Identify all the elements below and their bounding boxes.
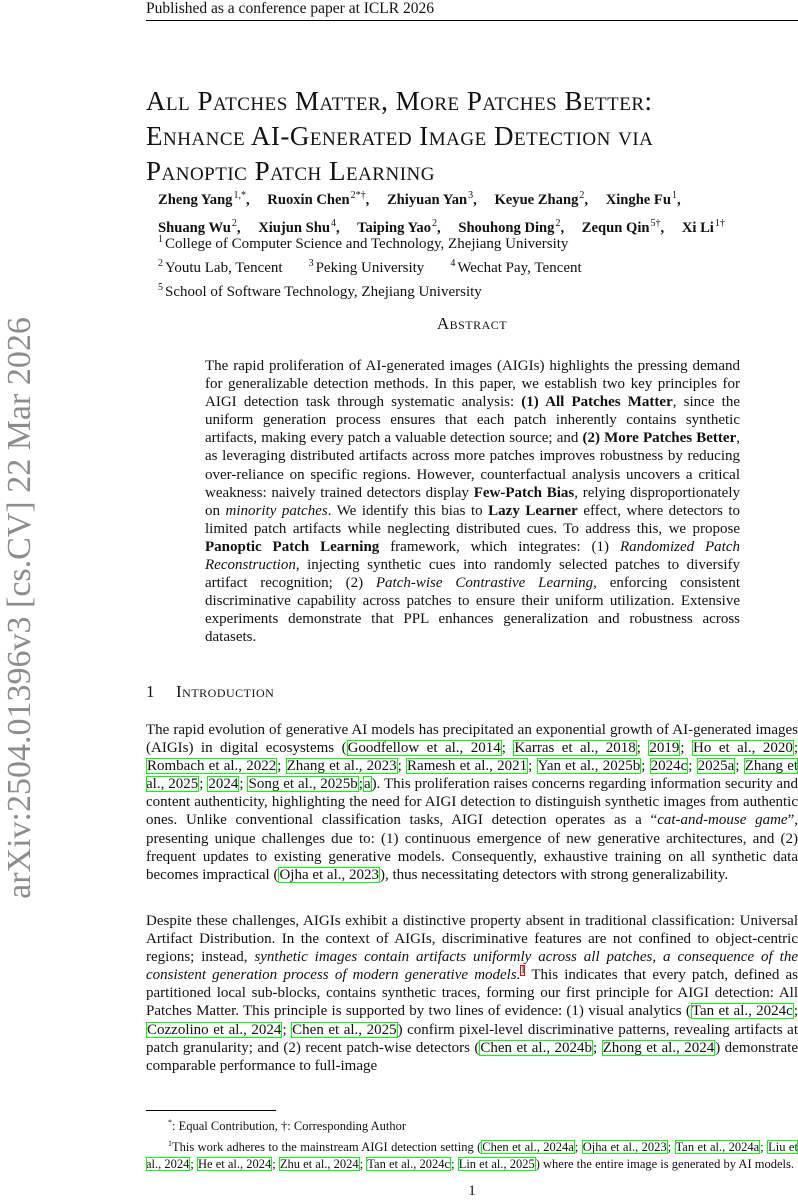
citation-link[interactable]: Chen et al., 2025 bbox=[292, 1021, 397, 1038]
author: Xi $Li^{1\dagger}$ bbox=[681, 217, 725, 236]
author: Taiping Yao$^2$, bbox=[357, 217, 441, 236]
title-line-2: Enhance AI-Generated Image Detection via bbox=[146, 121, 654, 151]
citation-link[interactable]: Chen et al., 2024a bbox=[482, 1140, 574, 1155]
affiliation-2-3-4: $^2$ Youtu Lab, Tencent $^3$ Peking University $^4$ Wechat Pay, Tencent bbox=[158, 258, 582, 276]
author-row-1 bbox=[158, 184, 798, 212]
intro-paragraph-2: Despite these challenges, AIGIs exhibit a distinctive property absent in traditional classification: Universal Artifact Distribution. In the context of AIGIs, discriminative features are not confined to object-centric regions; instead, synthetic images contain artifacts uniformly across all patches, a consequence of the consistent generation process of modern generative models.$^1$ This indicates that every patch, defined as partitioned local sub-blocks, contains synthetic traces, forming our first principle for AIGI detection: All Patches Matter. This principle is supported by two lines of evidence: (1) visual analytics (Tan et al., 2024c; Cozzolino et al., 2024; Chen et al., 2025) confirm pixel-level discriminative patterns, revealing artifacts at patch granularity; and (2) recent patch-wise detectors (Chen et al., 2024b; Zhong et al., 2024) demonstrate comparable performance to full-image bbox=[146, 913, 798, 1074]
citation-link[interactable]: Liu et al., 2024 bbox=[146, 1140, 798, 1172]
citation-link[interactable]: Tan et al., 2024a bbox=[675, 1140, 760, 1155]
author: Keyue Zhang$^2$, bbox=[494, 190, 589, 208]
citation-link[interactable]: Tan et al., 2024c bbox=[367, 1157, 451, 1172]
citation-link[interactable]: Zhang et al., 2023 bbox=[286, 758, 397, 775]
title-line-1: All Patches Matter, More Patches Better: bbox=[146, 86, 653, 116]
title-line-3: Panoptic Patch Learning bbox=[146, 156, 435, 186]
citation-link[interactable]: Chen et al., 2024b bbox=[480, 1039, 593, 1056]
author: Zequn Qin$^{5\dagger}$, bbox=[581, 217, 665, 236]
abstract-heading: Abstract bbox=[436, 314, 508, 333]
footnote-ref[interactable]: 1 bbox=[520, 965, 526, 977]
citation-link[interactable]: 2024 bbox=[208, 776, 239, 793]
citation-link[interactable]: Ho et al., 2020 bbox=[693, 740, 793, 757]
citation-link[interactable]: Rombach et al., 2022 bbox=[147, 758, 277, 775]
footnote-1: $^1$This work adheres to the mainstream AIGI detection setting (Chen et al., 2024a; Ojha et al., 2023; Tan et al., 2024a; Liu et al., 2024; He et al., 2024; Zhu et al., 2024; Tan et al., 2024c; Lin et al., 2025) where the entire image is generated by AI models. bbox=[146, 1139, 798, 1172]
paper-title bbox=[146, 84, 796, 189]
citation-link[interactable]: Song et al., 2025b bbox=[248, 776, 358, 793]
citation-link[interactable]: 2024c bbox=[650, 758, 688, 775]
citation-link[interactable]: Zhang et al., 2025 bbox=[146, 758, 798, 793]
running-header: Published as a conference paper at ICLR 2026 bbox=[146, 0, 798, 21]
citation-link[interactable]: Ojha et al., 2023 bbox=[279, 866, 379, 883]
intro-paragraph-1: The rapid evolution of generative AI models has precipitated an exponential growth of AI-generated images (AIGIs) in digital ecosystems (Goodfellow et al., 2014; Karras et al., 2018; 2019; Ho et al., 2020; Rombach et al., 2022; Zhang et al., 2023; Ramesh et al., 2021; Yan et al., 2025b; 2024c; 2025a; Zhang et al., 2025; 2024; Song et al., 2025b;a). This proliferation raises concerns regarding information security and content authenticity, highlighting the need for AIGI detection to distinguish synthetic images from authentic ones. Unlike conventional classification tasks, AIGI detection operates as a “cat-and-mouse game”, presenting unique challenges due to: (1) continuous emergence of new generative architectures, and (2) frequent updates to existing generative models. Consequently, exhaustive training on all synthetic data becomes impractical (Ojha et al., 2023), thus necessitating detectors with strong generalizability. bbox=[146, 722, 798, 883]
section-heading-introduction: 1 Introduction bbox=[146, 682, 275, 701]
citation-link[interactable]: Lin et al., 2025 bbox=[458, 1157, 535, 1172]
author: Zheng Yang$^{1,*}$, bbox=[158, 190, 250, 208]
citation-link[interactable]: 2025a bbox=[697, 758, 735, 775]
author: Shuang Wu$^2$, bbox=[158, 217, 241, 236]
citation-link[interactable]: Zhu et al., 2024 bbox=[279, 1157, 359, 1172]
citation-link[interactable]: Yan et al., 2025b bbox=[537, 758, 641, 775]
citation-link[interactable]: Ojha et al., 2023 bbox=[582, 1140, 667, 1155]
footnotes bbox=[146, 1114, 798, 1173]
citation-link[interactable]: Karras et al., 2018 bbox=[514, 740, 636, 757]
page-number: 1 bbox=[468, 1183, 476, 1199]
abstract-body: The rapid proliferation of AI-generated images (AIGIs) highlights the pressing demand for generalizable detection methods. In this paper, we establish two key principles for AIGI detection task through systematic analysis: (1) All Patches Matter, since the uniform generation process ensures that each patch inherently contains synthetic artifacts, making every patch a valuable detection source; and (2) More Patches Better, as leveraging distributed artifacts across more patches improves robustness by reducing over-reliance on specific regions. However, counterfactual analysis uncovers a critical weakness: naively trained detectors display Few-Patch Bias, relying disproportionately on minority patches. We identify this bias to Lazy Learner effect, where detectors to limited patch artifacts while neglecting distributed cues. To address this, we propose Panoptic Patch Learning framework, which integrates: (1) Randomized Patch Reconstruction, injecting synthetic cues into randomly selected patches to diversify artifact recognition; (2) Patch-wise Contrastive Learning, enforcing consistent discriminative capability across patches to ensure their uniform utilization. Extensive experiments demonstrate that PPL enhances generalization and robustness across datasets. bbox=[205, 358, 741, 646]
citation-link[interactable]: He et al., 2024 bbox=[198, 1157, 272, 1172]
author: Xiujun Shu$^4$, bbox=[258, 217, 340, 236]
footnote-divider bbox=[146, 1110, 276, 1111]
author: Shouhong Ding$^2$, bbox=[458, 217, 565, 236]
affiliations bbox=[158, 230, 798, 302]
author: Ruoxin Chen$^{2*\dagger}$, bbox=[267, 190, 370, 208]
citation-link[interactable]: Cozzolino et al., 2024 bbox=[147, 1021, 282, 1038]
citation-link[interactable]: Ramesh et al., 2021 bbox=[407, 758, 528, 775]
affiliation-1: $^1$ College of Computer Science and Technology, Zhejiang University bbox=[158, 234, 569, 252]
citation-link[interactable]: Goodfellow et al., 2014 bbox=[347, 740, 501, 757]
author: Xinghe Fu$^1$, bbox=[605, 190, 681, 208]
affiliation-5: $^5$ School of Software Technology, Zhejiang University bbox=[158, 282, 482, 300]
arxiv-identifier[interactable]: arXiv:2504.01396v3 [cs.CV] 22 Mar 2026 bbox=[1, 317, 38, 899]
citation-link[interactable]: Zhong et al., 2024 bbox=[602, 1039, 715, 1056]
footnote-contribution: *: Equal Contribution, †: Corresponding Author bbox=[168, 1118, 407, 1134]
citation-link[interactable]: a bbox=[363, 776, 371, 793]
author: Zhiyuan Yan$^3$, bbox=[386, 190, 477, 208]
citation-link[interactable]: Tan et al., 2024c bbox=[691, 1003, 793, 1020]
citation-link[interactable]: 2019 bbox=[649, 740, 680, 757]
